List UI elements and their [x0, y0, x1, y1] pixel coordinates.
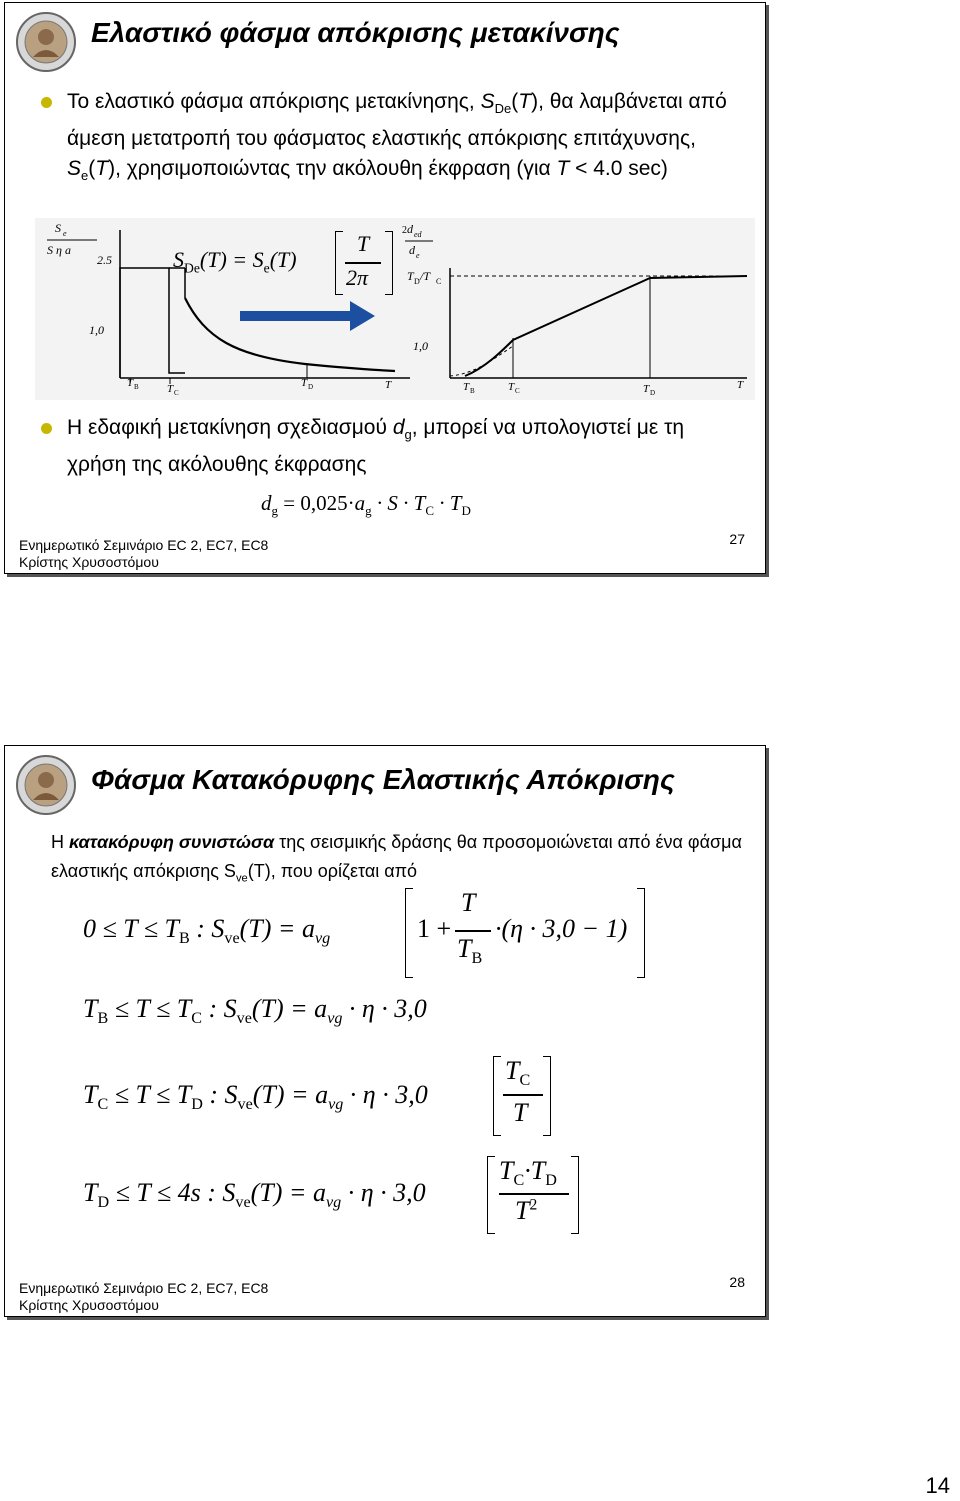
slide-title: Ελαστικό φάσμα απόκρισης μετακίνσης	[91, 17, 620, 48]
bullet-dot-icon	[41, 97, 52, 108]
svg-text:C: C	[436, 277, 442, 286]
right-ratio-label: T	[407, 269, 414, 283]
y-label-top-sub: e	[63, 229, 67, 238]
right-y-label-bottom: d	[409, 243, 415, 257]
right-tick-TD: T	[643, 383, 650, 395]
svg-text:C: C	[174, 389, 179, 397]
tick-TB: T	[127, 377, 134, 389]
svg-text:D: D	[650, 389, 656, 397]
slide-footer: Ενημερωτικό Σεμινάριο EC 2, EC7, EC8 Κρίστης Χρυσοστόμου	[19, 537, 269, 570]
y-label-top: S	[55, 221, 61, 235]
tick-2-5: 2.5	[97, 253, 112, 267]
bullet-displacement-spectrum: Το ελαστικό φάσμα απόκρισης μετακίνησης, $S_{De}(T)$, θα λαμβάνεται από άμεση μετατροπή του φάσματος ελαστικής απόκρισης επιτάχυνσης, $S_e(T)$, χρησιμοποιώντας την ακόλουθη έκφραση (για T < 4.0 sec)	[41, 87, 731, 191]
right-y-label-top: d	[407, 222, 413, 236]
svg-text:/T: /T	[420, 269, 431, 283]
tick-T: T	[385, 379, 392, 391]
svg-text:B: B	[134, 383, 139, 391]
formula-ground-displacement: $d_g = 0,025\cdot a_g \cdot S \cdot T_C \cdot T_D$	[261, 491, 471, 519]
equation-range-1: $0 \le T \le T_B$ : $S_{ve}(T) = a_{vg}$	[83, 914, 331, 948]
svg-text:D: D	[414, 277, 420, 286]
y-label-bottom: S η a	[47, 243, 71, 257]
svg-text:2: 2	[402, 225, 407, 236]
slide-footer: Ενημερωτικό Σεμινάριο EC 2, EC7, EC8 Κρίστης Χρυσοστόμου	[19, 1280, 269, 1313]
bullet-dot-icon	[41, 423, 52, 434]
svg-text:D: D	[308, 383, 314, 391]
right-tick-T: T	[737, 379, 744, 391]
seal-logo-icon	[15, 11, 77, 73]
svg-text:ed: ed	[414, 230, 422, 239]
sheet-page-number: 14	[925, 1473, 950, 1498]
right-tick-TC: T	[508, 381, 515, 393]
tick-1-0: 1,0	[89, 323, 104, 337]
equation-range-2: $T_B \le T \le T_C$ : $S_{ve}(T) = a_{vg} \cdot \eta \cdot 3,0$	[83, 994, 427, 1028]
slide-page-number: 28	[729, 1274, 745, 1290]
slide-page-number: 27	[729, 531, 745, 547]
tick-TC: T	[167, 383, 174, 395]
tick-TD: T	[301, 377, 308, 389]
right-tick-1-0: 1,0	[413, 339, 428, 353]
svg-text:e: e	[416, 251, 420, 260]
spectrum-figure	[35, 218, 755, 400]
equation-range-3: $T_C \le T \le T_D$ : $S_{ve}(T) = a_{vg} \cdot \eta \cdot 3,0$	[83, 1080, 428, 1114]
slide-28: Φάσμα Κατακόρυφης Ελαστικής Απόκρισης Η κατακόρυφη συνιστώσα της σεισμικής δράσης θα προσομοιώνεται από ένα φάσμα ελαστικής απόκρισης $S_{ve}(T)$, που ορίζεται από $0 \le T \le T_B$ : $S_{ve}(T) = a_{vg}$ 1 + T $T_B$ ·(η · 3,0 − 1) $T_B \le T \le T_C$ : $S_{ve}(T) = a_{vg} \cdot \eta \cdot 3,0$ $T_C \le T \le T_D$ : $S_{ve}(T) = a_{vg} \cdot \eta \cdot 3,0$ $T_C$ T $T_D \le T \le 4s$ : $S_{ve}(T) = a_{vg} \cdot \eta \cdot 3,0$ $T_C\cdot T_D$ $T^2$ Ενημερωτικό Σεμινάριο EC 2, EC7, EC8 Κρίστης Χρυσοστόμου 28	[4, 745, 766, 1317]
svg-text:C: C	[515, 387, 520, 395]
slide-27: Ελαστικό φάσμα απόκρισης μετακίνσης Το ελαστικό φάσμα απόκρισης μετακίνησης, $S_{De}(T)$, θα λαμβάνεται από άμεση μετατροπή του φάσματος ελαστικής απόκρισης επιτάχυνσης, $S_e(T)$, χρησιμοποιώντας την ακόλουθη έκφραση (για T < 4.0 sec) S e S η a 2.5 1,0 T B T C T D T 2 d ed d e T D /T C 1,0 T B T C T D T $S_{De}(T) = S_e(T)$ T 2π Η εδαφική μετακίνηση σχεδιασμού $d_g$, μπορεί να υπολογιστεί με τη χρήση της ακόλουθης έκφρασης $d_g = 0,025\cdot a_g \cdot S \cdot T_C \cdot T_D$ Ενημερωτικό Σεμινάριο EC 2, EC7, EC8 Κρίστης Χρυσοστόμου 27	[4, 2, 766, 574]
equation-range-4: $T_D \le T \le 4s$ : $S_{ve}(T) = a_{vg} \cdot \eta \cdot 3,0$	[83, 1178, 426, 1212]
formula-displacement: $S_{De}(T) = S_e(T)$	[173, 247, 297, 276]
svg-text:B: B	[470, 387, 475, 395]
slide-title: Φάσμα Κατακόρυφης Ελαστικής Απόκρισης	[91, 764, 675, 795]
seal-logo-icon	[15, 754, 77, 816]
bullet-ground-displacement: Η εδαφική μετακίνηση σχεδιασμού $d_g$, μπορεί να υπολογιστεί με τη χρήση της ακόλουθης έκφρασης	[41, 413, 731, 480]
right-tick-TB: T	[463, 381, 470, 393]
intro-paragraph: Η κατακόρυφη συνιστώσα της σεισμικής δράσης θα προσομοιώνεται από ένα φάσμα ελαστικής απόκρισης $S_{ve}(T)$, που ορίζεται από	[51, 832, 742, 885]
